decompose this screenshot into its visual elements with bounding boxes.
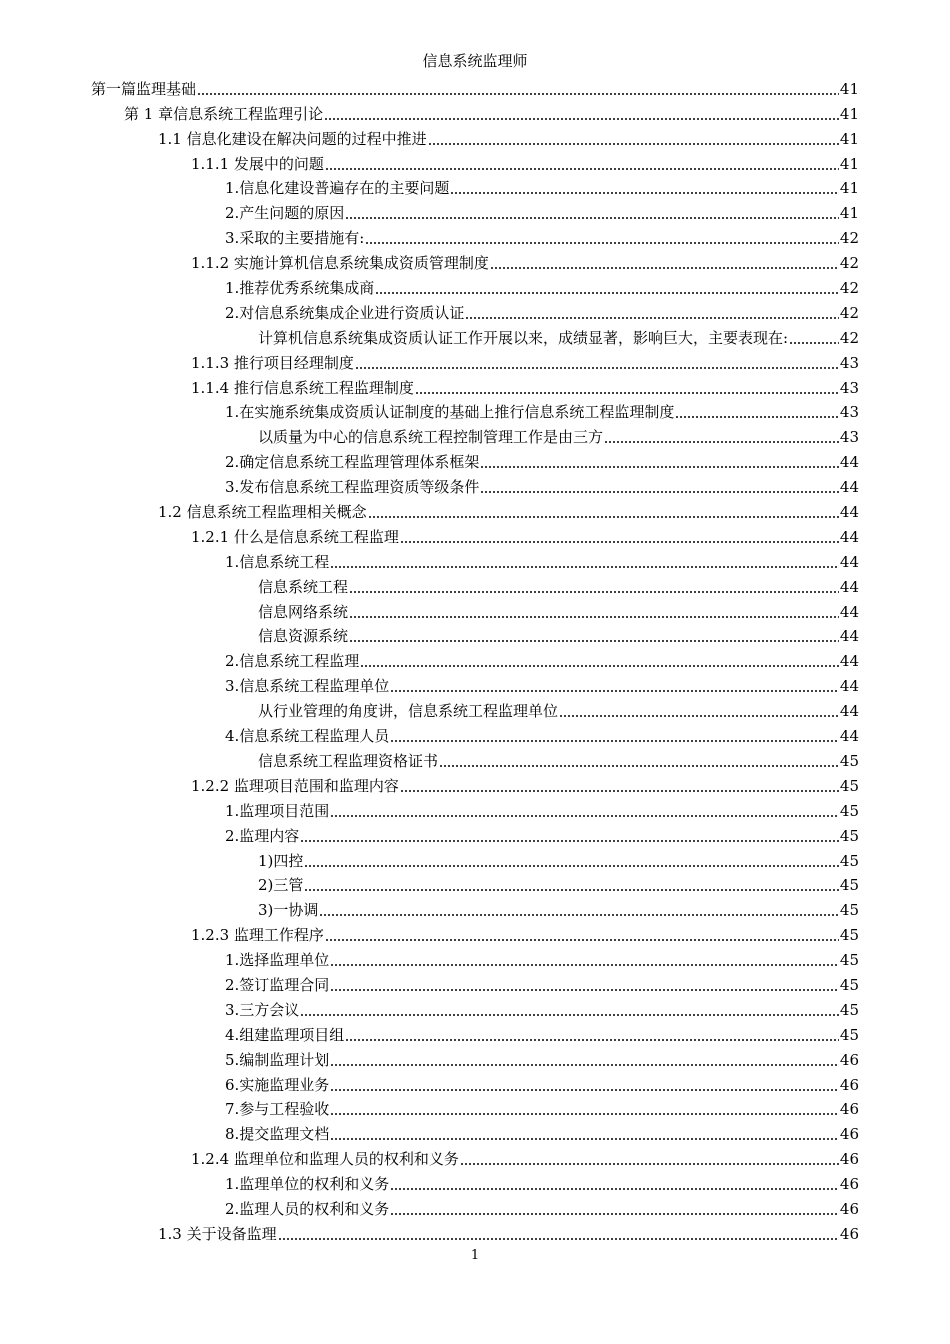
toc-entry-page: 45 xyxy=(839,926,859,945)
toc-entry-page: 44 xyxy=(839,453,859,472)
toc-entry-page: 42 xyxy=(839,279,859,298)
toc-entry[interactable] xyxy=(91,623,859,648)
toc-entry[interactable] xyxy=(91,996,859,1021)
toc-dot-leader xyxy=(460,1163,839,1165)
toc-entry-page: 44 xyxy=(839,527,859,546)
toc-entry-page: 42 xyxy=(839,303,859,322)
toc-dot-leader xyxy=(330,1113,839,1115)
toc-entry[interactable] xyxy=(91,722,859,747)
toc-entry-page: 45 xyxy=(839,776,859,795)
toc-dot-leader xyxy=(330,1064,839,1066)
toc-entry-title: 第一篇监理基础 xyxy=(91,79,197,98)
toc-dot-leader xyxy=(345,217,839,219)
toc-entry[interactable] xyxy=(91,299,859,324)
toc-entry[interactable] xyxy=(91,1220,859,1245)
toc-dot-leader xyxy=(490,267,839,269)
toc-dot-leader xyxy=(330,964,839,966)
toc-entry-page: 44 xyxy=(839,552,859,571)
toc-dot-leader xyxy=(330,1089,839,1091)
toc-entry-title: 2.签订监理合同 xyxy=(225,975,330,994)
toc-entry-title: 1.2.3 监理工作程序 xyxy=(191,926,324,945)
page-footer xyxy=(0,1246,950,1266)
toc-entry-title: 2.产生问题的原因 xyxy=(225,204,345,223)
toc-entry[interactable] xyxy=(91,249,859,274)
toc-entry-title: 1.1.3 推行项目经理制度 xyxy=(191,353,354,372)
toc-entry[interactable] xyxy=(91,199,859,224)
toc-dot-leader xyxy=(300,1014,839,1016)
toc-entry[interactable] xyxy=(91,896,859,921)
toc-entry-title: 3)一协调 xyxy=(258,901,319,920)
toc-entry-title: 4.组建监理项目组 xyxy=(225,1025,345,1044)
toc-dot-leader xyxy=(390,690,839,692)
toc-dot-leader xyxy=(480,491,839,493)
toc-entry-page: 41 xyxy=(839,204,859,223)
toc-entry[interactable] xyxy=(91,374,859,399)
toc-entry[interactable] xyxy=(91,473,859,498)
toc-entry[interactable] xyxy=(91,523,859,548)
toc-dot-leader xyxy=(319,914,839,916)
page-number: 1 xyxy=(470,1248,480,1263)
toc-entry[interactable] xyxy=(91,747,859,772)
toc-entry-title: 1.2.2 监理项目范围和监理内容 xyxy=(191,776,399,795)
toc-entry[interactable] xyxy=(91,448,859,473)
toc-dot-leader xyxy=(349,616,839,618)
toc-dot-leader xyxy=(330,989,839,991)
toc-entry-page: 42 xyxy=(839,328,859,347)
toc-entry-page: 46 xyxy=(839,1075,859,1094)
toc-entry[interactable] xyxy=(91,399,859,424)
toc-entry-title: 2)三管 xyxy=(258,876,304,895)
toc-entry[interactable] xyxy=(91,847,859,872)
toc-entry[interactable] xyxy=(91,1071,859,1096)
toc-entry[interactable] xyxy=(91,125,859,150)
toc-dot-leader xyxy=(368,516,839,518)
toc-entry-page: 46 xyxy=(839,1100,859,1119)
toc-entry-page: 45 xyxy=(839,1000,859,1019)
toc-entry-title: 2.信息系统工程监理 xyxy=(225,652,360,671)
toc-entry-title: 1.2.1 什么是信息系统工程监理 xyxy=(191,527,399,546)
toc-entry[interactable] xyxy=(91,224,859,249)
toc-entry[interactable] xyxy=(91,1195,859,1220)
toc-entry-page: 45 xyxy=(839,975,859,994)
toc-dot-leader xyxy=(375,292,839,294)
toc-entry-page: 45 xyxy=(839,1025,859,1044)
toc-entry-title: 2.对信息系统集成企业进行资质认证 xyxy=(225,303,465,322)
toc-dot-leader xyxy=(345,1039,839,1041)
toc-entry-title: 8.提交监理文档 xyxy=(225,1125,330,1144)
toc-entry-title: 4.信息系统工程监理人员 xyxy=(225,727,390,746)
toc-dot-leader xyxy=(300,840,839,842)
toc-entry[interactable] xyxy=(91,946,859,971)
toc-dot-leader xyxy=(559,715,839,717)
toc-entry-page: 45 xyxy=(839,901,859,920)
toc-entry-title: 1)四控 xyxy=(258,851,304,870)
toc-entry-page: 44 xyxy=(839,577,859,596)
toc-dot-leader xyxy=(325,939,839,941)
toc-entry[interactable] xyxy=(91,1170,859,1195)
toc-entry-title: 1.信息系统工程 xyxy=(225,552,330,571)
page-header xyxy=(0,50,950,72)
toc-dot-leader xyxy=(349,591,839,593)
toc-entry[interactable] xyxy=(91,697,859,722)
toc-entry-page: 45 xyxy=(839,851,859,870)
toc-entry-page: 42 xyxy=(839,254,859,273)
toc-entry-title: 1.1.2 实施计算机信息系统集成资质管理制度 xyxy=(191,254,489,273)
toc-dot-leader xyxy=(480,466,839,468)
toc-entry[interactable] xyxy=(91,872,859,897)
toc-dot-leader xyxy=(415,392,839,394)
toc-entry[interactable] xyxy=(91,822,859,847)
toc-entry-title: 3.信息系统工程监理单位 xyxy=(225,677,390,696)
toc-entry-title: 信息系统工程 xyxy=(258,577,349,596)
toc-dot-leader xyxy=(278,1238,839,1240)
toc-dot-leader xyxy=(355,367,839,369)
toc-entry-title: 1.信息化建设普遍存在的主要问题 xyxy=(225,179,450,198)
toc-entry-title: 1.选择监理单位 xyxy=(225,951,330,970)
toc-entry-title: 第 1 章信息系统工程监理引论 xyxy=(124,104,324,123)
toc-entry-page: 44 xyxy=(839,503,859,522)
toc-dot-leader xyxy=(330,1138,839,1140)
toc-entry[interactable] xyxy=(91,324,859,349)
toc-entry-page: 44 xyxy=(839,627,859,646)
toc-dot-leader xyxy=(325,168,839,170)
toc-entry-page: 43 xyxy=(839,403,859,422)
toc-dot-leader xyxy=(197,93,839,95)
toc-entry[interactable] xyxy=(91,548,859,573)
toc-dot-leader xyxy=(304,889,839,891)
toc-entry[interactable] xyxy=(91,349,859,374)
toc-dot-leader xyxy=(428,143,839,145)
toc-entry-title: 1.2 信息系统工程监理相关概念 xyxy=(158,503,367,522)
toc-entry-page: 44 xyxy=(839,602,859,621)
toc-entry-title: 2.监理内容 xyxy=(225,826,300,845)
toc-dot-leader xyxy=(465,317,839,319)
toc-entry-page: 46 xyxy=(839,1050,859,1069)
document-title: 信息系统监理师 xyxy=(422,52,528,70)
table-of-contents xyxy=(91,75,859,1245)
toc-entry-title: 以质量为中心的信息系统工程控制管理工作是由三方 xyxy=(258,428,604,447)
toc-entry-title: 3.采取的主要措施有: xyxy=(225,229,365,248)
toc-entry[interactable] xyxy=(91,498,859,523)
toc-entry-page: 43 xyxy=(839,378,859,397)
toc-entry-title: 1.2.4 监理单位和监理人员的权利和义务 xyxy=(191,1150,459,1169)
toc-dot-leader xyxy=(675,416,839,418)
toc-dot-leader xyxy=(604,441,839,443)
toc-entry-title: 7.参与工程验收 xyxy=(225,1100,330,1119)
toc-entry-page: 45 xyxy=(839,951,859,970)
toc-entry[interactable] xyxy=(91,75,859,100)
toc-entry-title: 信息网络系统 xyxy=(258,602,349,621)
toc-entry-title: 1.3 关于设备监理 xyxy=(158,1224,277,1243)
toc-entry-page: 41 xyxy=(839,179,859,198)
toc-entry-title: 3.三方会议 xyxy=(225,1000,300,1019)
toc-dot-leader xyxy=(450,192,839,194)
toc-dot-leader xyxy=(330,566,839,568)
toc-entry-title: 5.编制监理计划 xyxy=(225,1050,330,1069)
toc-entry-title: 1.1.4 推行信息系统工程监理制度 xyxy=(191,378,414,397)
toc-entry-page: 46 xyxy=(839,1199,859,1218)
toc-entry-title: 从行业管理的角度讲，信息系统工程监理单位 xyxy=(258,702,559,721)
toc-dot-leader xyxy=(365,242,839,244)
toc-entry-page: 41 xyxy=(839,79,859,98)
toc-dot-leader xyxy=(390,740,839,742)
toc-entry-page: 41 xyxy=(839,154,859,173)
toc-entry[interactable] xyxy=(91,672,859,697)
toc-entry[interactable] xyxy=(91,971,859,996)
toc-entry[interactable] xyxy=(91,573,859,598)
toc-entry-title: 1.1.1 发展中的问题 xyxy=(191,154,324,173)
toc-entry-page: 46 xyxy=(839,1224,859,1243)
toc-entry[interactable] xyxy=(91,1120,859,1145)
toc-dot-leader xyxy=(349,640,839,642)
toc-entry-page: 46 xyxy=(839,1125,859,1144)
toc-entry[interactable] xyxy=(91,423,859,448)
toc-entry-page: 43 xyxy=(839,353,859,372)
toc-entry-title: 信息资源系统 xyxy=(258,627,349,646)
toc-entry[interactable] xyxy=(91,1096,859,1121)
toc-entry[interactable] xyxy=(91,175,859,200)
toc-entry-title: 1.在实施系统集成资质认证制度的基础上推行信息系统工程监理制度 xyxy=(225,403,675,422)
toc-dot-leader xyxy=(439,765,839,767)
toc-entry-page: 46 xyxy=(839,1150,859,1169)
toc-entry[interactable] xyxy=(91,598,859,623)
toc-entry-title: 1.监理项目范围 xyxy=(225,801,330,820)
toc-entry-title: 计算机信息系统集成资质认证工作开展以来，成绩显著，影响巨大，主要表现在: xyxy=(258,328,789,347)
toc-entry-page: 44 xyxy=(839,677,859,696)
toc-entry-page: 45 xyxy=(839,801,859,820)
toc-entry-page: 45 xyxy=(839,751,859,770)
toc-dot-leader xyxy=(324,118,839,120)
toc-entry-title: 1.1 信息化建设在解决问题的过程中推进 xyxy=(158,129,427,148)
toc-entry-page: 41 xyxy=(839,129,859,148)
toc-dot-leader xyxy=(400,790,839,792)
toc-dot-leader xyxy=(390,1188,839,1190)
toc-entry-page: 41 xyxy=(839,104,859,123)
toc-entry-title: 2.监理人员的权利和义务 xyxy=(225,1199,390,1218)
toc-entry-title: 3.发布信息系统工程监理资质等级条件 xyxy=(225,478,480,497)
toc-dot-leader xyxy=(400,541,839,543)
toc-entry-page: 44 xyxy=(839,727,859,746)
toc-entry-page: 44 xyxy=(839,652,859,671)
toc-entry-title: 1.监理单位的权利和义务 xyxy=(225,1175,390,1194)
toc-dot-leader xyxy=(789,342,839,344)
toc-entry[interactable] xyxy=(91,647,859,672)
toc-entry-page: 42 xyxy=(839,229,859,248)
toc-entry[interactable] xyxy=(91,797,859,822)
toc-dot-leader xyxy=(330,815,839,817)
toc-entry-page: 45 xyxy=(839,876,859,895)
toc-entry[interactable] xyxy=(91,100,859,125)
toc-entry-page: 44 xyxy=(839,478,859,497)
toc-entry[interactable] xyxy=(91,150,859,175)
toc-entry[interactable] xyxy=(91,921,859,946)
toc-entry-title: 6.实施监理业务 xyxy=(225,1075,330,1094)
toc-entry[interactable] xyxy=(91,274,859,299)
toc-dot-leader xyxy=(360,665,839,667)
toc-entry[interactable] xyxy=(91,1021,859,1046)
toc-entry-page: 43 xyxy=(839,428,859,447)
toc-entry-page: 45 xyxy=(839,826,859,845)
toc-entry-page: 44 xyxy=(839,702,859,721)
toc-entry[interactable] xyxy=(91,1145,859,1170)
toc-entry-title: 1.推荐优秀系统集成商 xyxy=(225,279,375,298)
toc-dot-leader xyxy=(304,865,839,867)
toc-entry-page: 46 xyxy=(839,1175,859,1194)
toc-dot-leader xyxy=(390,1213,839,1215)
toc-entry[interactable] xyxy=(91,1046,859,1071)
toc-entry-title: 信息系统工程监理资格证书 xyxy=(258,751,439,770)
toc-entry[interactable] xyxy=(91,772,859,797)
toc-entry-title: 2.确定信息系统工程监理管理体系框架 xyxy=(225,453,480,472)
